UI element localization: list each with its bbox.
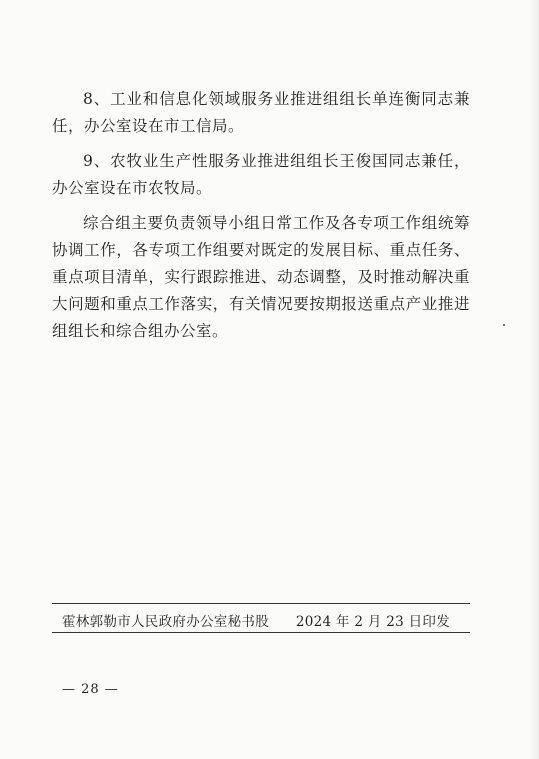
page-number: — 28 — — [62, 682, 119, 697]
paragraph-item-8: 8、工业和信息化领域服务业推进组组长单连衡同志兼任，办公室设在市工信局。 — [52, 90, 470, 135]
imprint-footer — [52, 603, 470, 633]
document-body — [52, 86, 470, 353]
page-edge-shadow — [529, 0, 539, 759]
paragraph-summary: 综合组主要负责领导小组日常工作及各专项工作组统筹协调工作，各专项工作组要对既定的发展目标、重点任务、重点项目清单，实行跟踪推进、动态调整，及时推动解决重大问题和重点工作落实，有关情况要按期报送重点产业推进组组长和综合组办公室。 — [52, 214, 470, 340]
paragraph-item-9: 9、农牧业生产性服务业推进组组长王俊国同志兼任，办公室设在市农牧局。 — [52, 152, 470, 197]
imprint-date: 2024 年 2 月 23 日印发 — [295, 614, 450, 630]
imprint-issuer: 霍林郭勒市人民政府办公室秘书股 — [62, 614, 269, 630]
scan-speck — [503, 324, 505, 326]
